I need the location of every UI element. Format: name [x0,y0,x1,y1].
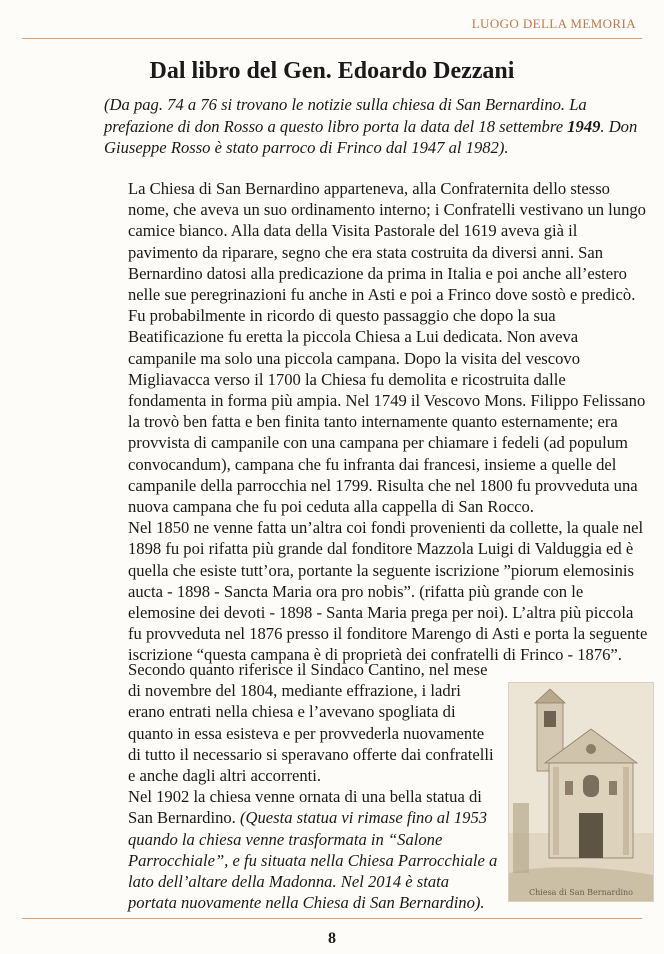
paragraph-4-plain: Nel 1902 la chiesa venne ornata di una bella statua di San Bernardino. [128,787,482,828]
header-rule [22,38,642,39]
paragraph-4 [128,786,500,913]
intro-part2: . Don Giuseppe Rosso è stato parroco di Frinco dal 1947 al 1982). [104,116,638,157]
paragraph-4-italic: (Questa statua vi rimase fino al 1953 quando la chiesa venne trasformata in “Salone Parrocchiale”, e fu situata nella Chiesa Parrocchiale a lato dell’altare della Madonna. Nel 2014 è stata portata nuovamente nella Chiesa di San Bernardino). [128,808,498,913]
intro-part1: (Da pag. 74 a 76 si trovano le notizie sulla chiesa di San Bernardino. La prefazione di don Rosso a questo libro porta la data del 18 settembre [104,95,587,136]
photo-caption: Chiesa di San Bernardino [529,888,633,897]
paragraph-3: Secondo quanto riferisce il Sindaco Cantino, nel mese di novembre del 1804, mediante effrazione, i ladri erano entrati nella chiesa e l’avevano spogliata di quanto in essa esisteva e per provvederla nuovamente di tutto il necessario si speravano offerte dai confratelli e anche dagli altri accorrenti. [128,660,494,786]
body-text-narrow [128,659,500,913]
paragraph-1: La Chiesa di San Bernardino apparteneva, alla Confraternita dello stesso nome, che aveva un suo ordinamento interno; i Confratelli vestivano un lungo camice bianco. Alla data della Visita Pastorale del 1619 aveva già il pavimento da riparare, segno che era stata costruita da diversi anni. San Bernardino datosi alla predicazione da prima in Italia e poi anche all’estero nelle sue peregrinazioni fu anche in Asti e poi a Frinco dove sostò e predicò. Fu probabilmente in ricordo di questo passaggio che dopo la sua Beatificazione fu eretta la piccola Chiesa a Lui dedicata. Non aveva campanile ma solo una piccola campana. Dopo la visita del vescovo Migliavacca verso il 1700 la Chiesa fu demolita e ricostruita dalle fondamenta in forma più ampia. Nel 1749 il Vescovo Mons. Filippo Felissano la trovò ben fatta e ben finita tanto internamente quanto esternamente; era provvista di campanile con una campana per chiamare i fedeli (ad populum convocandum), campana che fu infranta dai francesi, insieme a quelle del campanile della parrocchia nel 1799. Risulta che nel 1800 fu provveduta una nuova campana che fu poi ceduta alla cappella di San Rocco. [128,179,646,517]
church-photo [508,682,654,902]
page-title: Dal libro del Gen. Edoardo Dezzani [149,58,515,84]
church-illustration [509,683,653,901]
paragraph-2: Nel 1850 ne venne fatta un’altra coi fondi provenienti da collette, la quale nel 1898 fu poi rifatta più grande dal fonditore Mazzola Luigi di Valduggia ed è quella che esiste tutt’ora, portante la seguente iscrizione ”piorum elemosinis aucta - 1898 - Sancta Maria ora pro nobis”. (rifatta più grande con le elemosine dei devoti - 1898 - Santa Maria prega per noi). L’altra più piccola fu provveduta nel 1876 presso il fonditore Marengo di Asti e porta la seguente iscrizione “questa campana è di proprietà dei confratelli di Frinco - 1876”. [128,518,648,665]
body-text-wide [128,178,648,666]
footer-rule [22,918,642,919]
page-number: 8 [328,930,336,947]
intro-note [104,94,644,159]
section-label: LUOGO DELLA MEMORIA [471,16,636,31]
intro-year: 1949 [567,116,601,136]
